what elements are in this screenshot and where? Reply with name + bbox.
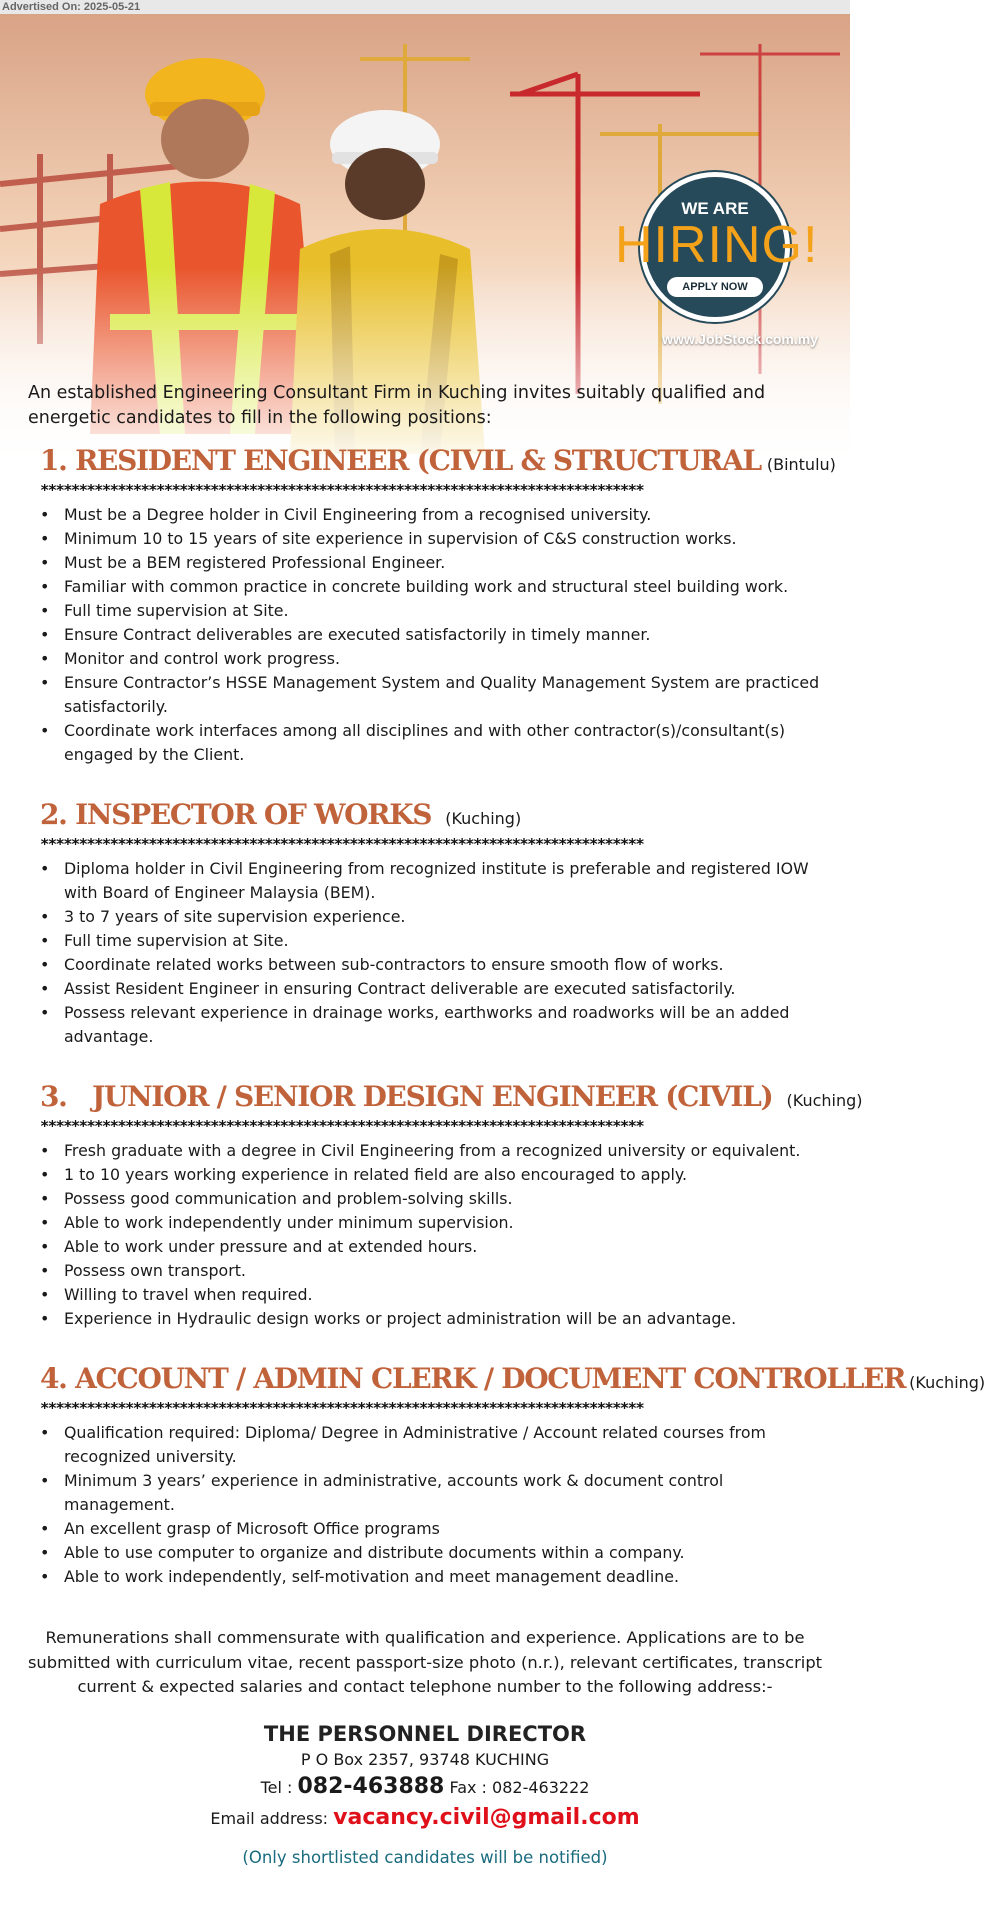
application-footer: [0, 1626, 850, 1867]
list-item: • Qualification required: Diploma/ Degree in Administrative / Account related courses from recognized university.: [40, 1421, 830, 1469]
remuneration-text: Remunerations shall commensurate with qualification and experience. Applications are to be submitted with curriculum vitae, recent passport-size photo (n.r.), relevant certificates, transcript current & expected salaries and contact telephone number to the following address:-: [27, 1628, 823, 1696]
advertised-date: Advertised On: 2025-05-21: [2, 1, 141, 13]
fax-number: Fax : 082-463222: [444, 1777, 590, 1797]
position-section: [40, 1080, 863, 1331]
list-item: • 1 to 10 years working experience in related field are also encouraged to apply.: [40, 1163, 830, 1187]
list-item: • 3 to 7 years of site supervision experience.: [40, 905, 830, 929]
list-item: • Able to work independently, self-motivation and meet management deadline.: [40, 1565, 830, 1589]
list-item: • Able to work under pressure and at extended hours.: [40, 1235, 830, 1259]
position-title: [40, 1080, 863, 1118]
list-item: • Monitor and control work progress.: [40, 647, 830, 671]
list-item: • Coordinate related works between sub-contractors to ensure smooth flow of works.: [40, 953, 830, 977]
contact-email: [0, 1803, 850, 1834]
contact-phone: [0, 1772, 850, 1803]
requirements-list: [40, 1139, 830, 1331]
badge-hiring: HIRING!: [615, 216, 819, 274]
list-item: • Minimum 10 to 15 years of site experience in supervision of C&S construction works.: [40, 527, 830, 551]
position-title: [40, 1362, 985, 1400]
position-location: (Kuching): [445, 809, 522, 828]
list-item: • Able to use computer to organize and distribute documents within a company.: [40, 1541, 830, 1565]
divider-stars: ******************************************************************************: [40, 835, 644, 853]
list-item: • Possess good communication and problem-solving skills.: [40, 1187, 830, 1211]
position-section: [40, 1362, 985, 1589]
divider-stars: ******************************************************************************: [40, 1399, 644, 1417]
list-item: • Fresh graduate with a degree in Civil Engineering from a recognized university or equivalent.: [40, 1139, 830, 1163]
position-location: (Bintulu): [766, 455, 836, 474]
list-item: • Full time supervision at Site.: [40, 929, 830, 953]
tel-number[interactable]: 082-463888: [297, 1773, 445, 1799]
divider-stars: ******************************************************************************: [40, 1117, 644, 1135]
addressee: THE PERSONNEL DIRECTOR: [263, 1721, 587, 1746]
list-item: • Must be a BEM registered Professional Engineer.: [40, 551, 830, 575]
po-box: P O Box 2357, 93748 KUCHING: [300, 1749, 550, 1769]
tel-label: Tel :: [260, 1777, 298, 1797]
position-name: 3. JUNIOR / SENIOR DESIGN ENGINEER (CIVIL): [40, 1080, 773, 1113]
hiring-badge: [615, 172, 819, 322]
list-item: • Able to work independently under minimum supervision.: [40, 1211, 830, 1235]
badge-we-are: WE ARE: [681, 199, 749, 218]
list-item: • Ensure Contractor’s HSSE Management System and Quality Management System are practiced satisfactorily.: [40, 671, 830, 719]
list-item: • Willing to travel when required.: [40, 1283, 830, 1307]
list-item: • Diploma holder in Civil Engineering from recognized institute is preferable and registered IOW with Board of Engineer Malaysia (BEM).: [40, 857, 830, 905]
shortlist-note: (Only shortlisted candidates will be notified): [242, 1847, 608, 1867]
list-item: • Must be a Degree holder in Civil Engineering from a recognised university.: [40, 503, 830, 527]
jobstock-url[interactable]: www.JobStock.com.my: [662, 331, 818, 347]
position-title: [40, 798, 830, 836]
list-item: • Ensure Contract deliverables are executed satisfactorily in timely manner.: [40, 623, 830, 647]
position-name: 1. RESIDENT ENGINEER (CIVIL & STRUCTURAL: [40, 444, 761, 477]
email-link[interactable]: vacancy.civil@gmail.com: [333, 1804, 640, 1830]
list-item: • Possess own transport.: [40, 1259, 830, 1283]
position-location: (Kuching): [786, 1091, 863, 1110]
email-label: Email address:: [210, 1808, 334, 1828]
list-item: • Full time supervision at Site.: [40, 599, 830, 623]
divider-stars: ******************************************************************************: [40, 481, 644, 499]
position-location: (Kuching): [909, 1373, 985, 1392]
position-name: 2. INSPECTOR OF WORKS: [40, 798, 432, 831]
list-item: • Assist Resident Engineer in ensuring Contract deliverable are executed satisfactorily.: [40, 977, 830, 1001]
position-name: 4. ACCOUNT / ADMIN CLERK / DOCUMENT CONTROLLER: [40, 1362, 906, 1395]
list-item: • Coordinate work interfaces among all disciplines and with other contractor(s)/consultant(s) engaged by the Client.: [40, 719, 830, 767]
apply-now-button[interactable]: APPLY NOW: [667, 277, 763, 297]
list-item: • Experience in Hydraulic design works or project administration will be an advantage.: [40, 1307, 830, 1331]
requirements-list: [40, 503, 830, 767]
list-item: • An excellent grasp of Microsoft Office programs: [40, 1517, 830, 1541]
requirements-list: [40, 857, 830, 1049]
list-item: • Possess relevant experience in drainage works, earthworks and roadworks will be an added advantage.: [40, 1001, 830, 1049]
position-title: [40, 444, 836, 482]
requirements-list: [40, 1421, 830, 1589]
position-section: [40, 444, 836, 767]
intro-text: An established Engineering Consultant Firm in Kuching invites suitably qualified and energetic candidates to fill in the following positions:: [28, 383, 766, 428]
position-section: [40, 798, 830, 1049]
list-item: • Minimum 3 years’ experience in administrative, accounts work & document control management.: [40, 1469, 830, 1517]
list-item: • Familiar with common practice in concrete building work and structural steel building work.: [40, 575, 830, 599]
